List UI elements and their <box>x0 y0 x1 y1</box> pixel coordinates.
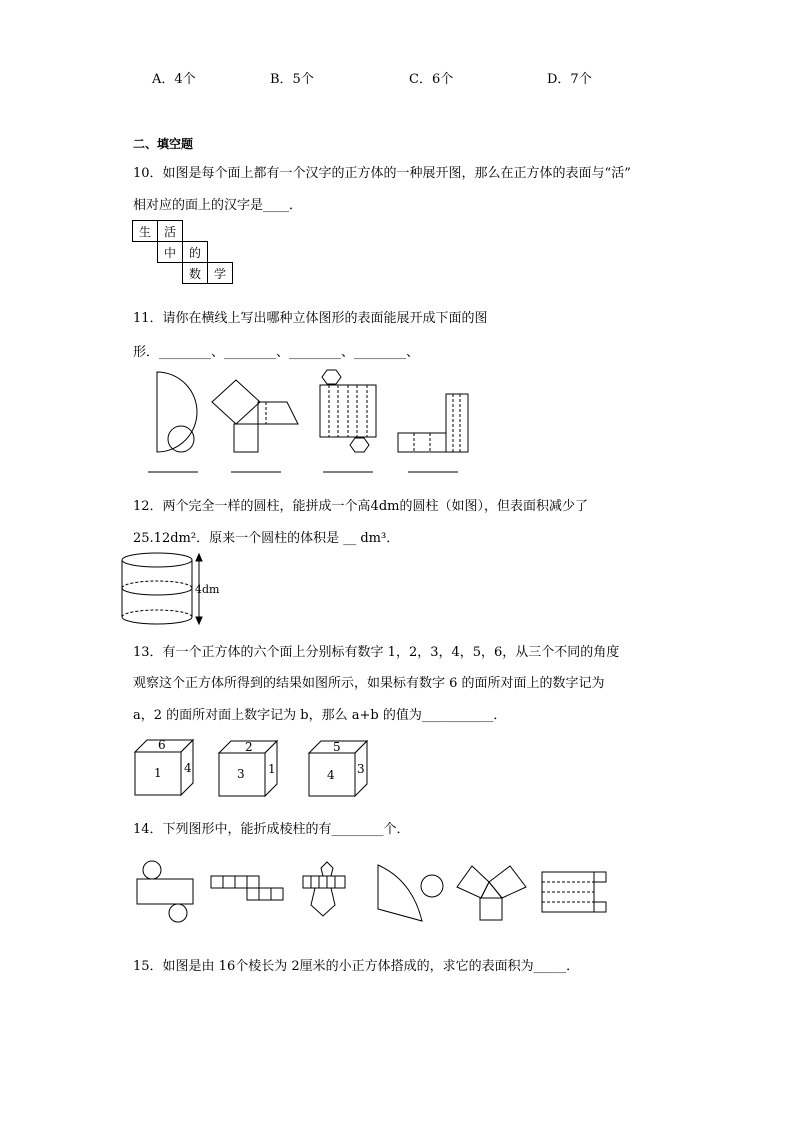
cube-2-front: 3 <box>237 767 245 781</box>
cube-1-front: 1 <box>154 766 162 780</box>
cube-2-top: 2 <box>245 740 253 754</box>
q13-line1: 13．有一个正方体的六个面上分别标有数字 1，2，3，4，5，6，从三个不同的角度 <box>133 645 620 660</box>
option-c: C．6个 <box>409 72 454 87</box>
q12-line2: 25.12dm²．原来一个圆柱的体积是 __ dm³． <box>133 531 400 546</box>
net-cell: 活 <box>158 221 183 242</box>
net-cell: 生 <box>133 221 158 242</box>
q13-line2: 观察这个正方体所得到的结果如图所示，如果标有数字 6 的面所对面上的数字记为 <box>133 676 605 691</box>
cylinder-net-figure <box>137 861 193 922</box>
option-d: D．7个 <box>547 72 592 87</box>
q10-line2: 相对应的面上的汉字是____． <box>133 198 303 213</box>
net-cell: 学 <box>208 263 233 284</box>
q11-line2: 形．________、________、________、________、 <box>133 345 420 360</box>
net-cell: 的 <box>183 242 208 263</box>
cube-3-top: 5 <box>333 740 341 754</box>
triangular-prism-net-figure-2 <box>457 866 526 920</box>
cone-sector-figure <box>378 865 443 921</box>
section-title: 二、填空题 <box>133 137 194 151</box>
q14-line1: 14．下列图形中，能折成棱柱的有________个． <box>133 822 410 837</box>
square-strip-net-figure <box>211 876 283 900</box>
cube-3-front: 4 <box>327 768 335 782</box>
q11-line1: 11．请你在横线上写出哪种立体图形的表面能展开成下面的图 <box>133 311 488 326</box>
option-b: B．5个 <box>270 72 314 87</box>
net-cell: 中 <box>158 242 183 263</box>
cube-3-side: 3 <box>357 762 365 776</box>
q10-line1: 10．如图是每个面上都有一个汉字的正方体的一种展开图，那么在正方体的表面与“活” <box>133 166 631 181</box>
net-cell: 数 <box>183 263 208 284</box>
cube-2-side: 1 <box>268 762 276 776</box>
rectangular-prism-net-figure-2 <box>542 872 606 912</box>
cube-1-top: 6 <box>158 738 166 752</box>
q15-line1: 15．如图是由 16个棱长为 2厘米的小正方体搭成的，求它的表面积为_____． <box>133 959 580 974</box>
option-a: A．4个 <box>152 72 196 87</box>
q12-height-label: 4dm <box>195 583 220 596</box>
cube-1-side: 4 <box>184 761 192 775</box>
pentagonal-prism-net-figure <box>303 862 345 916</box>
q12-line1: 12．两个完全一样的圆柱，能拼成一个高4dm的圆柱（如图），但表面积减少了 <box>133 499 588 514</box>
q13-line3: a，2 的面所对面上数字记为 b，那么 a+b 的值为___________． <box>133 708 507 723</box>
